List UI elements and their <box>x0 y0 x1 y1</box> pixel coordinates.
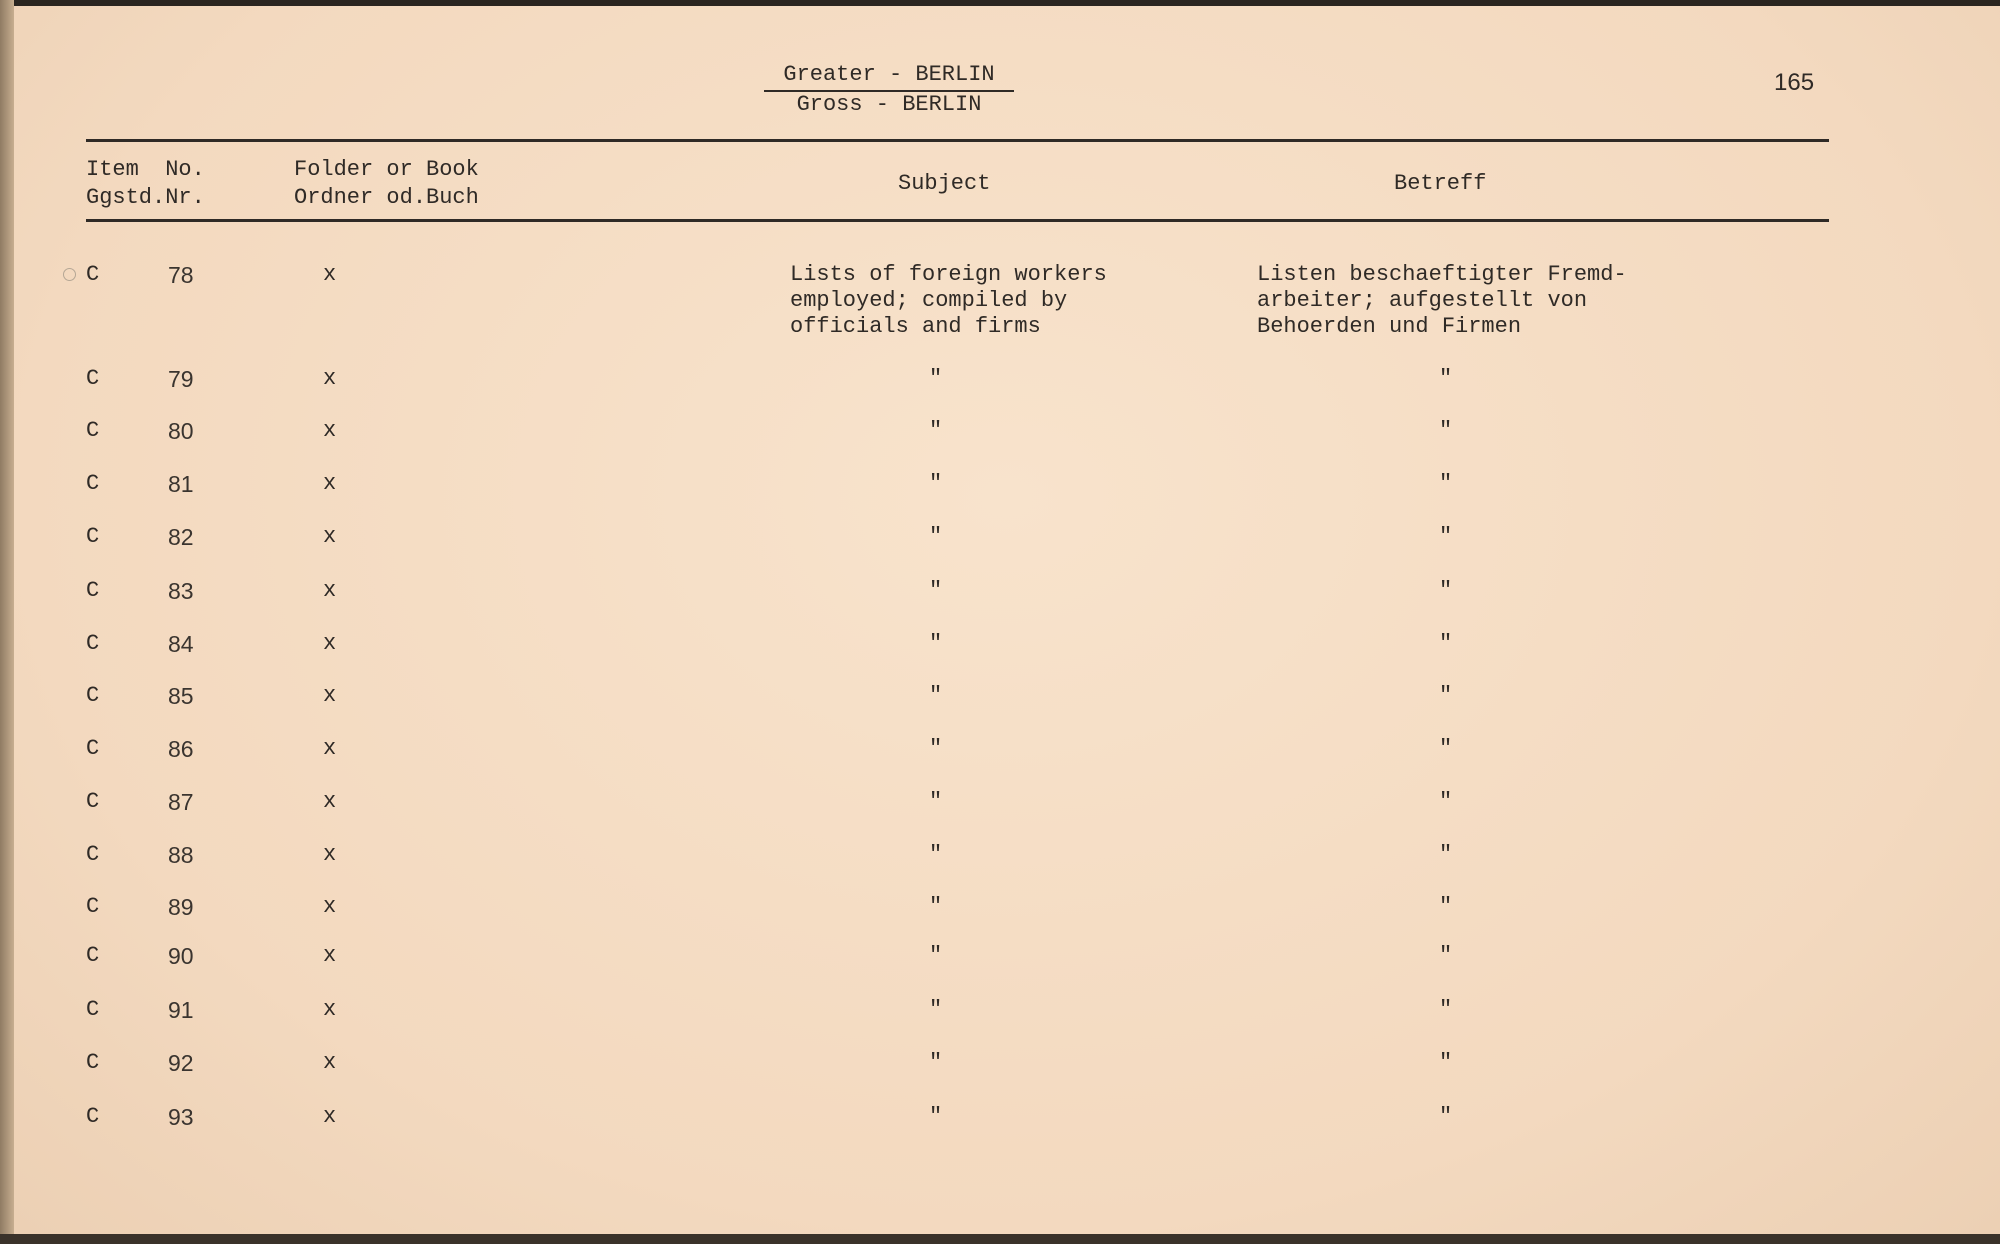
row-folder: x <box>323 1104 337 1129</box>
row-no: 89 <box>168 894 194 920</box>
row-no: 93 <box>168 1104 194 1130</box>
header-bottom-rule <box>86 219 1829 222</box>
row-item: C <box>86 1050 100 1075</box>
row-item-78: C <box>86 262 100 287</box>
title-english: Greater - BERLIN <box>764 62 1014 92</box>
subject-line: employed; compiled by <box>790 288 1068 313</box>
row-item: C <box>86 418 100 443</box>
row-no: 91 <box>168 997 194 1023</box>
row-no: 92 <box>168 1050 194 1076</box>
page-number: 165 <box>1774 69 1815 96</box>
row-folder: x <box>323 943 337 968</box>
row-betreff-ditto: " <box>1439 683 1453 708</box>
row-no: 82 <box>168 524 194 550</box>
row-betreff-ditto: " <box>1439 1050 1453 1075</box>
row-no: 83 <box>168 578 194 604</box>
row-item: C <box>86 578 100 603</box>
row-subject-ditto: " <box>929 1050 943 1075</box>
row-subject-ditto: " <box>929 418 943 443</box>
subject-line: officials and firms <box>790 314 1041 339</box>
row-subject-ditto: " <box>929 1104 943 1129</box>
row-folder: x <box>323 683 337 708</box>
row-subject-ditto: " <box>929 789 943 814</box>
row-no-78: 78 <box>168 262 194 288</box>
row-folder: x <box>323 471 337 496</box>
row-no: 88 <box>168 842 194 868</box>
row-no: 90 <box>168 943 194 969</box>
row-no: 79 <box>168 366 194 392</box>
row-subject-ditto: " <box>929 631 943 656</box>
row-subject-ditto: " <box>929 683 943 708</box>
column-header-folder-en: Folder or Book <box>294 157 479 182</box>
column-header-subject: Subject <box>898 171 991 196</box>
row-betreff-ditto: " <box>1439 997 1453 1022</box>
row-folder: x <box>323 631 337 656</box>
row-betreff-ditto: " <box>1439 578 1453 603</box>
row-folder: x <box>323 842 337 867</box>
row-no: 87 <box>168 789 194 815</box>
column-header-no: No. <box>165 157 205 182</box>
row-item: C <box>86 842 100 867</box>
row-folder: x <box>323 789 337 814</box>
betreff-line: Listen beschaeftigter Fremd- <box>1257 262 1627 287</box>
row-folder: x <box>323 524 337 549</box>
row-no: 81 <box>168 471 194 497</box>
row-folder: x <box>323 366 337 391</box>
row-subject-78 <box>790 262 1107 340</box>
column-header-ggstd-nr: Ggstd.Nr. <box>86 185 205 210</box>
row-no: 86 <box>168 736 194 762</box>
row-betreff-ditto: " <box>1439 631 1453 656</box>
row-item: C <box>86 894 100 919</box>
document-page <box>14 6 2000 1236</box>
row-betreff-ditto: " <box>1439 418 1453 443</box>
row-no: 85 <box>168 683 194 709</box>
row-no: 84 <box>168 631 194 657</box>
row-betreff-ditto: " <box>1439 789 1453 814</box>
row-folder: x <box>323 894 337 919</box>
row-folder-78: x <box>323 262 337 287</box>
title-german: Gross - BERLIN <box>796 92 982 117</box>
row-subject-ditto: " <box>929 736 943 761</box>
column-header-betreff: Betreff <box>1394 171 1487 196</box>
book-bottom-edge <box>0 1234 2000 1244</box>
row-subject-ditto: " <box>929 894 943 919</box>
row-subject-ditto: " <box>929 471 943 496</box>
row-item: C <box>86 366 100 391</box>
row-no: 80 <box>168 418 194 444</box>
subject-line: Lists of foreign workers <box>790 262 1107 287</box>
row-item: C <box>86 631 100 656</box>
row-folder: x <box>323 418 337 443</box>
row-item: C <box>86 789 100 814</box>
row-subject-ditto: " <box>929 943 943 968</box>
row-betreff-78 <box>1257 262 1627 340</box>
row-subject-ditto: " <box>929 578 943 603</box>
row-betreff-ditto: " <box>1439 1104 1453 1129</box>
row-betreff-ditto: " <box>1439 366 1453 391</box>
row-subject-ditto: " <box>929 366 943 391</box>
betreff-line: arbeiter; aufgestellt von <box>1257 288 1588 313</box>
betreff-line: Behoerden und Firmen <box>1257 314 1522 339</box>
column-header-folder-de: Ordner od.Buch <box>294 185 479 210</box>
column-header-item: Item <box>86 157 139 182</box>
row-folder: x <box>323 997 337 1022</box>
row-item: C <box>86 683 100 708</box>
row-item: C <box>86 524 100 549</box>
row-folder: x <box>323 736 337 761</box>
row-betreff-ditto: " <box>1439 943 1453 968</box>
row-subject-ditto: " <box>929 997 943 1022</box>
row-betreff-ditto: " <box>1439 842 1453 867</box>
column-header-item-no <box>86 156 205 212</box>
row-subject-ditto: " <box>929 842 943 867</box>
punch-mark-circle <box>63 268 76 281</box>
row-betreff-ditto: " <box>1439 894 1453 919</box>
row-betreff-ditto: " <box>1439 736 1453 761</box>
row-item: C <box>86 1104 100 1129</box>
row-item: C <box>86 736 100 761</box>
row-item: C <box>86 943 100 968</box>
row-betreff-ditto: " <box>1439 524 1453 549</box>
book-spine-edge <box>0 0 14 1244</box>
row-betreff-ditto: " <box>1439 471 1453 496</box>
row-subject-ditto: " <box>929 524 943 549</box>
row-item: C <box>86 471 100 496</box>
header-top-rule <box>86 139 1829 142</box>
row-folder: x <box>323 1050 337 1075</box>
row-folder: x <box>323 578 337 603</box>
column-header-folder <box>294 156 479 212</box>
row-item: C <box>86 997 100 1022</box>
